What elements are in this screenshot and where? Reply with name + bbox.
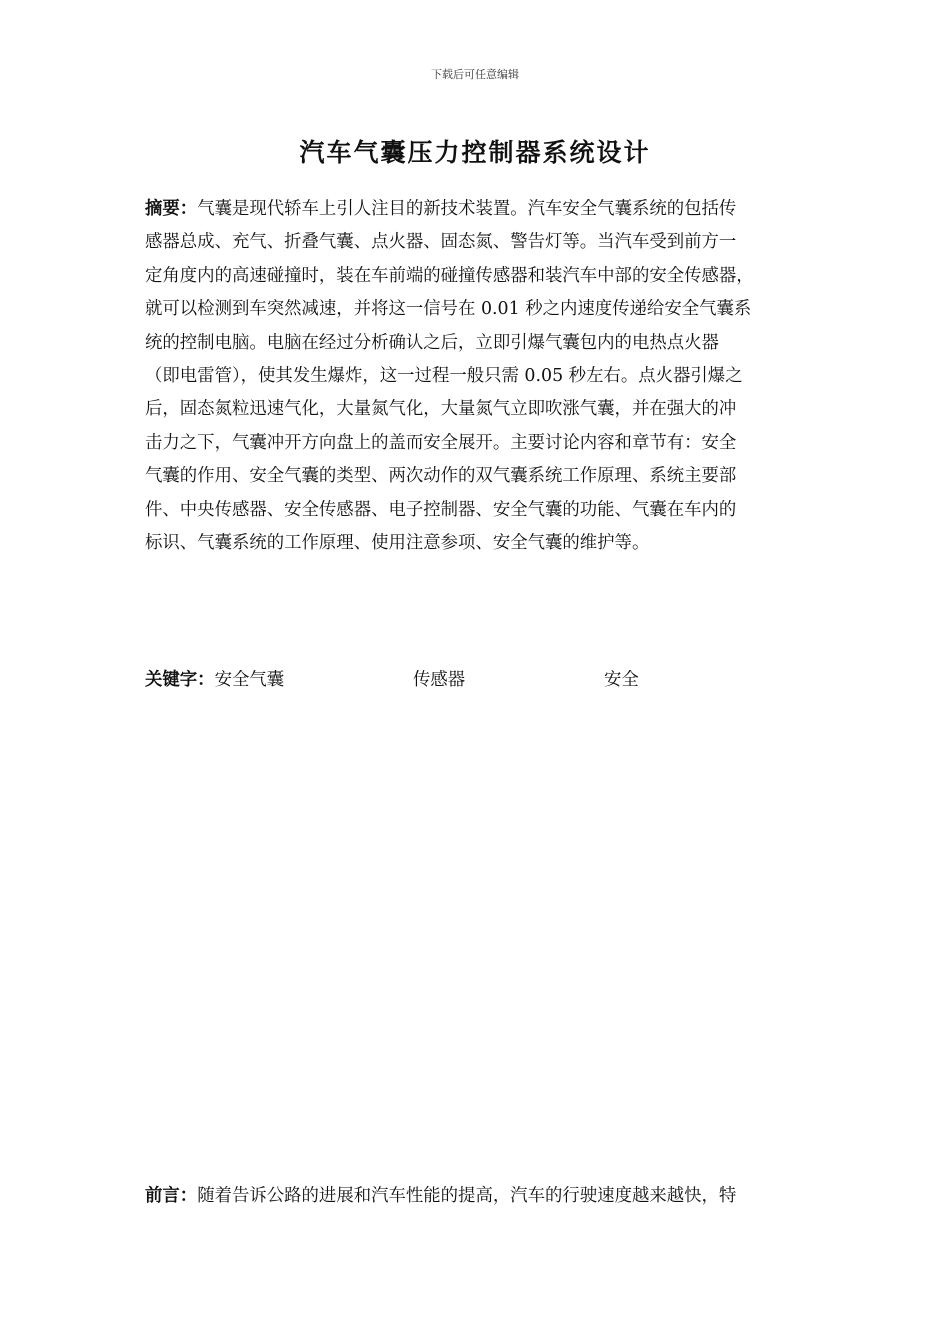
abstract-line: 气囊的作用、安全气囊的类型、两次动作的双气囊系统工作原理、系统主要部 (145, 466, 737, 487)
preface-text: 随着告诉公路的进展和汽车性能的提高，汽车的行驶速度越来越快，特 (197, 1186, 737, 1206)
abstract-line: 定角度内的高速碰撞时，装在车前端的碰撞传感器和装汽车中部的安全传感器， (145, 265, 754, 286)
keywords-first (145, 664, 284, 697)
keyword-item: 安全气囊 (214, 670, 285, 690)
keyword-item: 传感器 (413, 670, 466, 690)
keywords-section (145, 664, 825, 697)
abstract-line: 统的控制电脑。电脑在经过分析确认之后，立即引爆气囊包内的电热点火器 (145, 332, 719, 353)
abstract-line: 件、中央传感器、安全传感器、电子控制器、安全气囊的功能、气囊在车内的 (145, 499, 737, 520)
preface-section (145, 1180, 825, 1213)
abstract-line: 后，固态氮粒迅速气化，大量氮气化，大量氮气立即吹涨气囊，并在强大的冲 (145, 399, 737, 420)
keywords-label: 关键字： (145, 670, 215, 690)
abstract-line: （即电雷管），使其发生爆炸，这一过程一般只需 0.05 秒左右。点火器引爆之 (145, 365, 743, 386)
abstract-line: 就可以检测到车突然减速，并将这一信号在 0.01 秒之内速度传递给安全气囊系 (145, 299, 752, 320)
abstract-line: 感器总成、充气、折叠气囊、点火器、固态氮、警告灯等。当汽车受到前方一 (145, 232, 737, 253)
keyword-item: 安全 (604, 670, 639, 690)
abstract-text: 气囊是现代轿车上引人注目的新技术装置。汽车安全气囊系统的包括传 (197, 199, 737, 219)
abstract-line: 击力之下，气囊冲开方向盘上的盖而安全展开。主要讨论内容和章节有：安全 (145, 432, 737, 453)
abstract-section (145, 193, 825, 560)
abstract-line: 标识、气囊系统的工作原理、使用注意参项、安全气囊的维护等。 (145, 532, 650, 553)
abstract-label: 摘要： (145, 199, 198, 219)
document-title: 汽车气囊压力控制器系统设计 (299, 138, 651, 167)
preface-label: 前言： (145, 1186, 198, 1206)
header-note: 下载后可任意编辑 (431, 68, 519, 81)
abstract-line (145, 193, 825, 226)
